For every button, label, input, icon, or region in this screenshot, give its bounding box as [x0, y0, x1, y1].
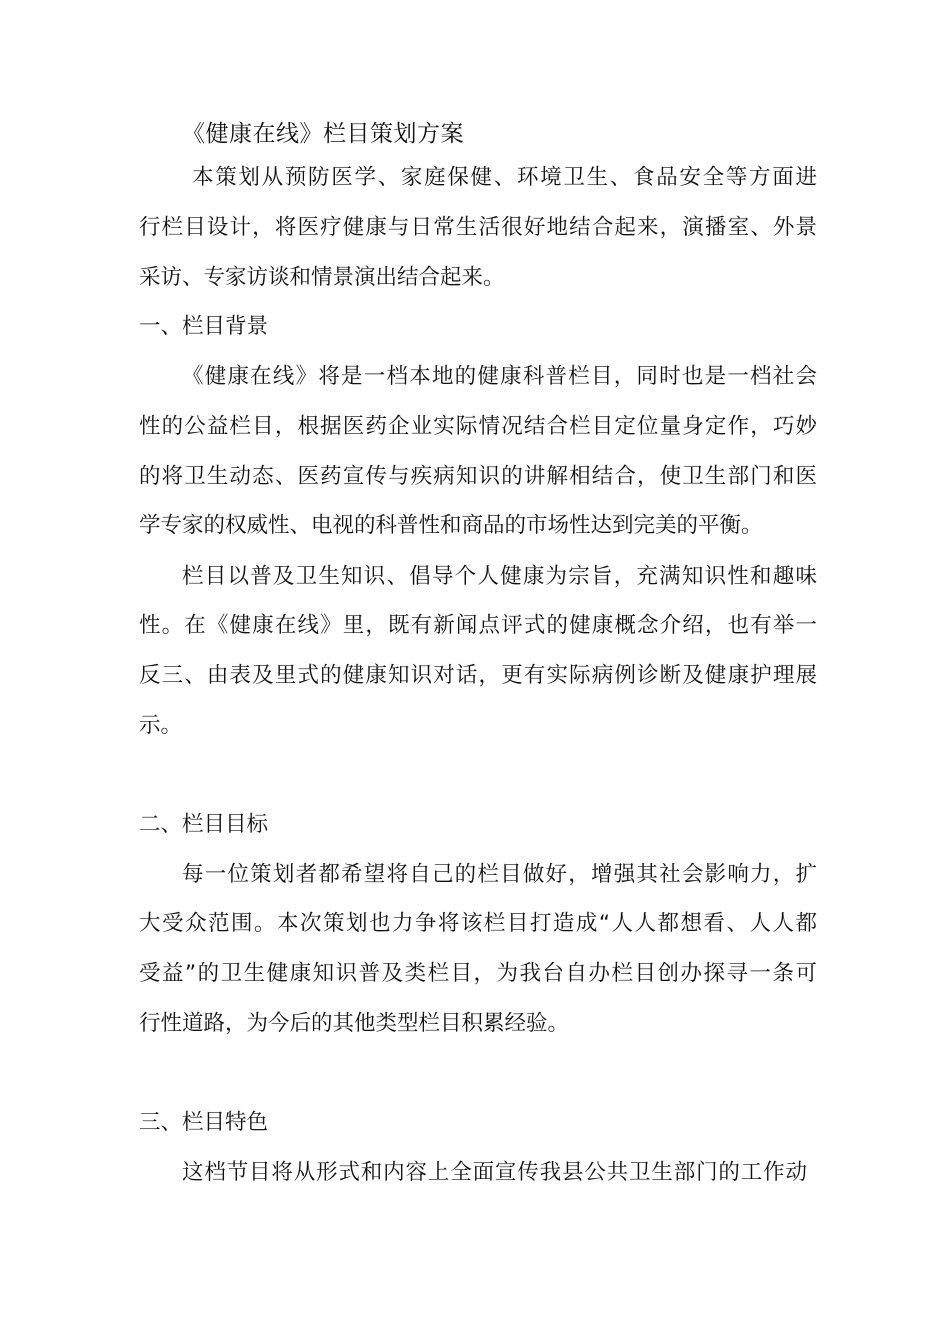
intro-line-3: 采访、专家访谈和情景演出结合起来。: [139, 265, 505, 290]
goals-para1-line-1: 每一位策划者都希望将自己的栏目做好，增强其社会影响力，扩: [182, 862, 817, 887]
section-heading-features: 三、栏目特色: [139, 1110, 269, 1135]
background-para2-line-1: 栏目以普及卫生知识、倡导个人健康为宗旨，充满知识性和趣味: [182, 564, 817, 589]
background-para1-line-1: 《健康在线》将是一档本地的健康科普栏目，同时也是一档社会: [182, 364, 817, 389]
section-heading-background: 一、栏目背景: [139, 314, 269, 339]
background-para2-line-2: 性。在《健康在线》里，既有新闻点评式的健康概念介绍，也有举一: [139, 613, 817, 638]
goals-para1-line-3: 受益”的卫生健康知识普及类栏目，为我台自办栏目创办探寻一条可: [139, 961, 817, 986]
section-heading-goals: 二、栏目目标: [139, 812, 269, 837]
background-para1-line-3: 的将卫生动态、医药宣传与疾病知识的讲解相结合，使卫生部门和医: [139, 464, 817, 489]
features-para1-line-1: 这档节目将从形式和内容上全面宣传我县公共卫生部门的工作动: [182, 1160, 807, 1185]
background-para1-line-2: 性的公益栏目，根据医药企业实际情况结合栏目定位量身定作，巧妙: [139, 414, 817, 439]
goals-para1-line-2: 大受众范围。本次策划也力争将该栏目打造成“人人都想看、人人都: [139, 911, 817, 936]
goals-para1-line-4: 行性道路，为今后的其他类型栏目积累经验。: [139, 1011, 570, 1036]
document-title: 《健康在线》栏目策划方案: [182, 121, 464, 147]
background-para1-line-4: 学专家的权威性、电视的科普性和商品的市场性达到完美的平衡。: [139, 513, 763, 538]
background-para2-line-4: 示。: [139, 713, 183, 738]
intro-line-1: 本策划从预防医学、家庭保健、环境卫生、食品安全等方面进: [192, 165, 817, 190]
intro-line-2: 行栏目设计，将医疗健康与日常生活很好地结合起来，演播室、外景: [139, 215, 817, 240]
background-para2-line-3: 反三、由表及里式的健康知识对话，更有实际病例诊断及健康护理展: [139, 663, 817, 688]
